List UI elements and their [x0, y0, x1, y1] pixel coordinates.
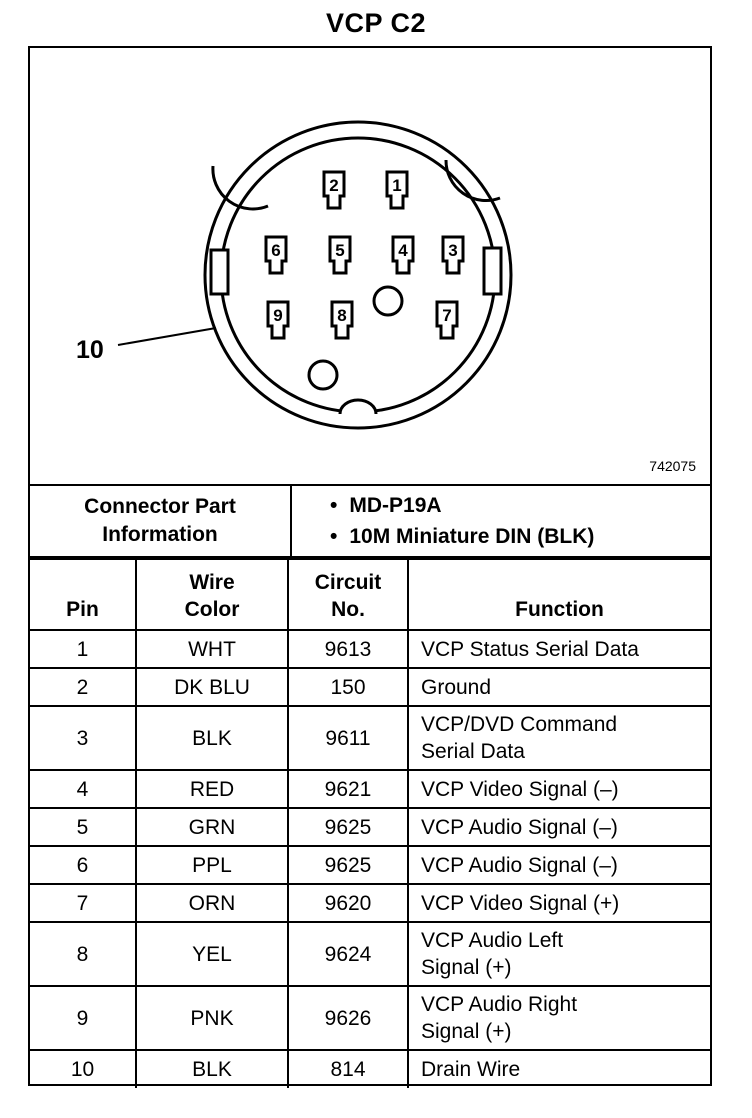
page-title: VCP C2: [325, 8, 427, 38]
pin-cell: 2: [30, 668, 136, 706]
table-row: [30, 1050, 710, 1088]
table-row: [30, 922, 710, 986]
table-row: [30, 706, 710, 770]
table-row: [30, 808, 710, 846]
table-row: [30, 770, 710, 808]
pin-cell: 5: [30, 808, 136, 846]
function-cell: [408, 630, 710, 668]
connector-pin-number: 4: [398, 241, 408, 260]
function-cell: [408, 770, 710, 808]
function-line1: Ground: [421, 675, 492, 699]
connector-pin: [330, 237, 350, 273]
header-function: Function: [408, 559, 710, 630]
figure-id: 742075: [649, 458, 696, 474]
function-line1: VCP Audio Signal (–): [421, 853, 618, 877]
connector-inner-ring: [221, 138, 495, 412]
function-line1: VCP Audio Signal (–): [421, 815, 618, 839]
side-key-left: [211, 250, 228, 294]
function-line1: VCP Status Serial Data: [421, 637, 639, 661]
function-line1: VCP Audio Right: [421, 993, 578, 1016]
function-cell: [408, 706, 710, 770]
connector-pin: [443, 237, 463, 273]
connector-pin: [332, 302, 352, 338]
wire-color-cell: YEL: [136, 922, 288, 986]
function-cell: [408, 884, 710, 922]
pin-cell: 3: [30, 706, 136, 770]
circuit-cell: 9621: [288, 770, 408, 808]
connector-pin: [268, 302, 288, 338]
function-cell: [408, 808, 710, 846]
pin-cell: 1: [30, 630, 136, 668]
connector-pin: [393, 237, 413, 273]
circuit-cell: 9611: [288, 706, 408, 770]
pin-cell: 8: [30, 922, 136, 986]
connector-info-label: [30, 486, 292, 556]
connector-pin: [437, 302, 457, 338]
function-cell: [408, 668, 710, 706]
connector-type: • 10M Miniature DIN (BLK): [330, 521, 710, 552]
wire-color-cell: RED: [136, 770, 288, 808]
circuit-cell: 9624: [288, 922, 408, 986]
side-key-right: [484, 248, 501, 294]
connector-pin-number: 9: [273, 306, 283, 325]
pin10-label: 10: [76, 336, 104, 364]
pin-cell: 4: [30, 770, 136, 808]
function-cell: [408, 986, 710, 1050]
center-hole: [374, 287, 402, 315]
connector-pin-number: 8: [337, 306, 347, 325]
wire-color-cell: GRN: [136, 808, 288, 846]
pinout-rows: [30, 630, 710, 1088]
table-header-row: [30, 559, 710, 630]
bottom-hole: [309, 361, 337, 389]
key-cutout-right: [446, 160, 500, 201]
wire-color-cell: PPL: [136, 846, 288, 884]
function-line1: VCP Video Signal (+): [421, 891, 620, 915]
table-row: [30, 986, 710, 1050]
connector-info-values: [292, 486, 710, 556]
circuit-cell: 9625: [288, 808, 408, 846]
circuit-cell: 9625: [288, 846, 408, 884]
connector-pin: [387, 172, 407, 208]
function-line1: VCP Audio Left: [421, 929, 564, 952]
circuit-cell: 9613: [288, 630, 408, 668]
connector-part-info: [30, 484, 710, 558]
header-circuit-no: Circuit No.: [288, 559, 408, 630]
wire-color-cell: BLK: [136, 706, 288, 770]
connector-pin-number: 5: [335, 241, 345, 260]
part-number: • MD-P19A: [330, 490, 710, 521]
circuit-cell: 9620: [288, 884, 408, 922]
connector-pin-number: 3: [448, 241, 458, 260]
function-cell: [408, 846, 710, 884]
connector-pin-number: 1: [392, 176, 402, 195]
bottom-key: [340, 400, 376, 414]
connector-pin-number: 2: [329, 176, 339, 195]
function-line1: Drain Wire: [421, 1058, 521, 1081]
function-line1: VCP Video Signal (–): [421, 777, 619, 801]
pin10-leader-line: [118, 328, 216, 345]
connector-sheet: [28, 46, 712, 1086]
pin-cell: 10: [30, 1050, 136, 1088]
connector-face-svg: [30, 48, 710, 484]
function-line2: Serial Data: [421, 740, 525, 763]
circuit-cell: 9626: [288, 986, 408, 1050]
connector-info-label-line1: Connector Part: [84, 495, 236, 518]
header-wire-color: Wire Color: [136, 559, 288, 630]
function-line2: Signal (+): [421, 1020, 512, 1043]
function-cell: [408, 1050, 710, 1088]
function-cell: [408, 922, 710, 986]
pin-cell: 7: [30, 884, 136, 922]
pin-cell: 9: [30, 986, 136, 1050]
wire-color-cell: ORN: [136, 884, 288, 922]
table-row: [30, 630, 710, 668]
pin-cell: 6: [30, 846, 136, 884]
pinout-table: [30, 558, 710, 1088]
connector-outer-ring: [205, 122, 511, 428]
function-line2: Signal (+): [421, 956, 512, 979]
connector-diagram: [30, 48, 710, 484]
circuit-cell: 150: [288, 668, 408, 706]
wire-color-cell: PNK: [136, 986, 288, 1050]
circuit-cell: 814: [288, 1050, 408, 1088]
connector-pin: [324, 172, 344, 208]
wire-color-cell: WHT: [136, 630, 288, 668]
connector-pin-number: 7: [442, 306, 452, 325]
table-row: [30, 846, 710, 884]
connector-pin-number: 6: [271, 241, 281, 260]
header-pin: Pin: [30, 559, 136, 630]
connector-pin: [266, 237, 286, 273]
table-row: [30, 668, 710, 706]
table-row: [30, 884, 710, 922]
wire-color-cell: BLK: [136, 1050, 288, 1088]
connector-info-label-line2: Information: [102, 523, 218, 546]
function-line1: VCP/DVD Command: [421, 713, 618, 736]
wire-color-cell: DK BLU: [136, 668, 288, 706]
pin-group: [266, 172, 463, 338]
